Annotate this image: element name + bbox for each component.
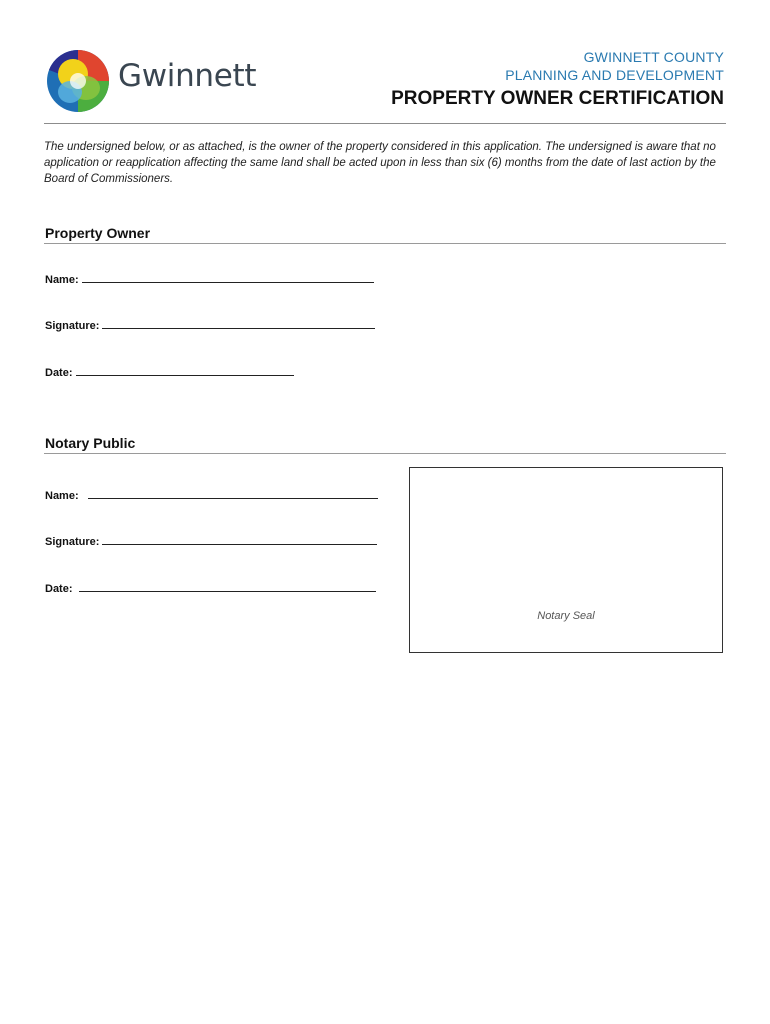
notary-signature-label: Signature:: [45, 536, 100, 548]
notary-date-label: Date:: [45, 583, 73, 595]
gwinnett-logo: [46, 48, 256, 114]
intro-paragraph: The undersigned below, or as attached, is the owner of the property considered in this application. The undersigned is aware that no application or reapplication affecting the same land shall be acted upon in less than six (6) months from the date of last action by the Board of Commissioners.: [44, 141, 716, 185]
agency-line-1: GWINNETT COUNTY: [583, 49, 724, 65]
notary-name-line[interactable]: [88, 487, 378, 499]
owner-signature-field[interactable]: [45, 317, 375, 332]
owner-date-field[interactable]: [45, 364, 294, 379]
form-title: PROPERTY OWNER CERTIFICATION: [391, 88, 724, 109]
owner-name-label: Name:: [45, 274, 79, 286]
notary-public-heading: Notary Public: [45, 435, 136, 451]
gwinnett-logo-icon: [46, 48, 110, 114]
agency-header: [391, 48, 724, 110]
property-owner-heading: Property Owner: [45, 225, 151, 241]
owner-name-line[interactable]: [82, 271, 374, 283]
agency-line-2: PLANNING AND DEVELOPMENT: [505, 67, 724, 83]
owner-date-label: Date:: [45, 367, 73, 379]
property-owner-divider: [44, 243, 726, 244]
owner-name-field[interactable]: [45, 271, 374, 286]
header-divider: [44, 123, 726, 124]
notary-signature-field[interactable]: [45, 533, 377, 548]
owner-date-line[interactable]: [76, 364, 294, 376]
notary-name-field[interactable]: [45, 487, 378, 502]
owner-signature-label: Signature:: [45, 320, 100, 332]
notary-seal-box: [409, 467, 723, 653]
notary-name-label: Name:: [45, 490, 79, 502]
notary-date-field[interactable]: [45, 580, 376, 595]
notary-signature-line[interactable]: [102, 533, 377, 545]
notary-date-line[interactable]: [79, 580, 376, 592]
logo-wordmark: Gwinnett: [118, 58, 257, 94]
notary-public-divider: [44, 453, 726, 454]
owner-signature-line[interactable]: [102, 317, 375, 329]
notary-seal-label: Notary Seal: [537, 610, 595, 622]
